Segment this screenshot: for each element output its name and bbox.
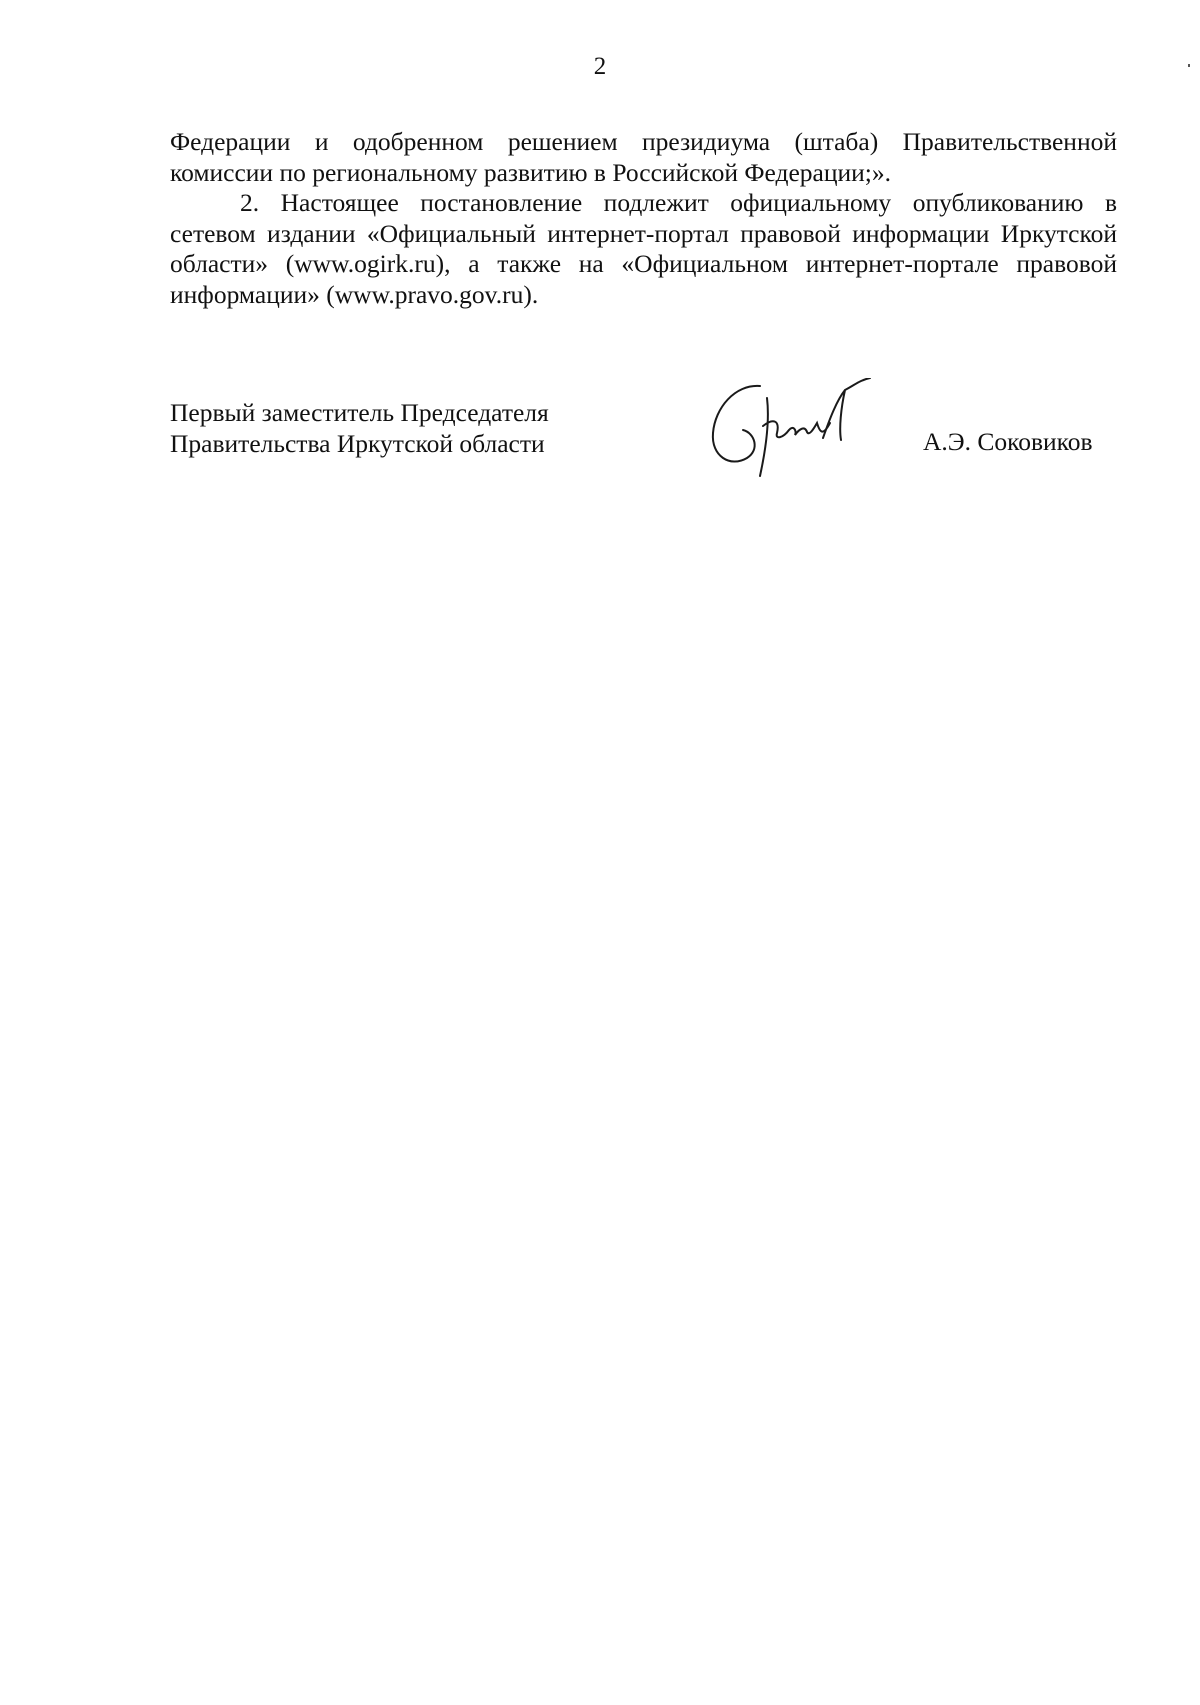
handwritten-signature-icon <box>705 378 905 478</box>
paragraph-1: Федерации и одобренном решением президиума (штаба) Правительственной комиссии по региональному развитию в Российской Федерации;». <box>170 127 1117 187</box>
signatory-position <box>170 398 549 459</box>
signature-stroke-loop <box>713 386 760 462</box>
signature-stroke-flourish <box>823 378 870 440</box>
page-number: 2 <box>593 53 607 80</box>
signatory-position-line-2: Правительства Иркутской области <box>170 428 545 458</box>
paragraph-2: 2. Настоящее постановление подлежит официальному опубликованию в сетевом издании «Официальный интернет-портал правовой информации Иркутской области» (www.ogirk.ru), а также на «Официальном интернет-портале правовой информации» (www.pravo.gov.ru). <box>170 188 1117 309</box>
signature-stroke-body <box>760 398 830 476</box>
document-body <box>170 127 1117 310</box>
signatory-position-line-1: Первый заместитель Председателя <box>170 398 549 427</box>
signatory-name: А.Э. Соковиков <box>923 427 1093 456</box>
scan-artifact-mark <box>1188 64 1190 67</box>
